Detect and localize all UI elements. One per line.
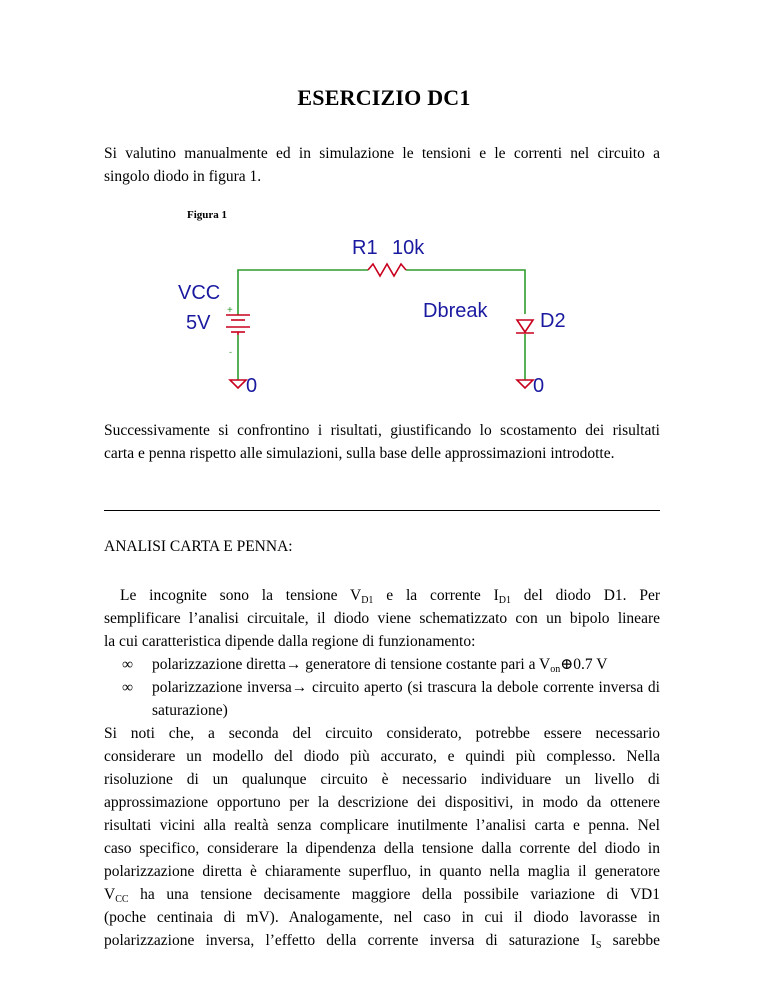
body-line-10 — [104, 929, 660, 952]
von-subscript: on — [550, 664, 561, 675]
body-line-7: polarizzazione diretta è chiaramente superfluo, in quanto nella maglia il generatore — [104, 863, 660, 880]
body-line-3: risoluzione di un qualunque circuito è necessario individuare un livello di — [104, 771, 660, 788]
intro-line-1: Si valutino manualmente ed in simulazione le tensioni e le correnti nel circuito a — [104, 145, 660, 162]
body-line-1: Si noti che, a seconda del circuito considerato, potrebbe essere necessario — [104, 725, 660, 742]
bullet-1-text: polarizzazione diretta→ generatore di tensione costante pari a V — [152, 656, 551, 673]
section-divider — [104, 510, 660, 511]
body-line-4: approssimazione opportuno per la descrizione dei dispositivi, in modo da ottenere — [104, 794, 660, 811]
vcc-subscript: CC — [115, 894, 129, 905]
body-line-5: risultati vicini alla realtà senza complicare inutilmente l’analisi carta e penna. Nel — [104, 817, 660, 834]
compare-line-2: carta e penna rispetto alle simulazioni, sulla base delle approssimazioni introdotte. — [104, 445, 615, 462]
body-line-6: caso specifico, considerare la dipendenza della tensione dalla corrente del diodo in — [104, 840, 660, 857]
vd1-subscript: D1 — [361, 595, 374, 606]
vcc-minus-mark: - — [229, 347, 232, 357]
body-vcc-v: V — [104, 886, 116, 903]
document-title: ESERCIZIO DC1 — [297, 85, 471, 110]
bullet-symbol: ∞ — [122, 656, 134, 673]
body-line-8 — [104, 883, 660, 906]
r1-value-label: 10k — [392, 237, 425, 259]
circuit-diagram — [170, 222, 590, 397]
r1-name-label: R1 — [352, 237, 378, 259]
diode-model-label: Dbreak — [423, 300, 488, 322]
ground-right-symbol — [517, 380, 533, 388]
compare-paragraph — [104, 419, 660, 465]
is-subscript: S — [595, 940, 602, 951]
bullet-1-value: ⊕0.7 V — [560, 656, 608, 673]
body-paragraph — [104, 722, 660, 952]
intro-paragraph — [104, 142, 660, 188]
bullet-symbol: ∞ — [122, 679, 134, 696]
battery-vcc — [226, 315, 250, 335]
analysis-text-a: Le incognite sono la tensione V — [120, 587, 362, 604]
analysis-text-c: e la corrente I — [373, 587, 499, 604]
diode-name-label: D2 — [540, 310, 566, 332]
figure-label: Figura 1 — [187, 209, 228, 221]
body-line-9: (poche centinaia di mV). Analogamente, nel caso in cui il diodo lavorasse in — [104, 909, 660, 926]
body-line-8-text: ha una tensione decisamente maggiore della possibile variazione di VD1 — [128, 886, 660, 903]
circuit-wires — [238, 270, 525, 380]
compare-line-1: Successivamente si confrontino i risultati, giustificando lo scostamento dei risultati — [104, 422, 660, 439]
ground-left-symbol — [230, 380, 246, 388]
analysis-line-2: semplificare l’analisi circuitale, il diodo viene schematizzato con un bipolo lineare — [104, 610, 660, 627]
resistor-r1 — [368, 264, 406, 276]
list-item — [104, 653, 660, 676]
id1-subscript: D1 — [498, 595, 511, 606]
wire-top-left — [238, 270, 368, 315]
vcc-plus-mark: + — [227, 305, 233, 316]
list-item — [104, 676, 660, 722]
vcc-name-label: VCC — [178, 282, 221, 304]
body-line-10-text: polarizzazione inversa, l’effetto della corrente inversa di saturazione I — [104, 932, 596, 949]
analysis-intro — [104, 584, 660, 653]
vcc-value-label: 5V — [186, 312, 211, 334]
ground-left-label: 0 — [246, 375, 258, 397]
section-heading: ANALISI CARTA E PENNA: — [104, 538, 293, 555]
analysis-text-e: del diodo D1. Per — [510, 587, 661, 604]
body-line-10-end: sarebbe — [601, 932, 660, 949]
analysis-line-3: la cui caratteristica dipende dalla regione di funzionamento: — [104, 633, 476, 650]
ground-right-label: 0 — [533, 375, 545, 397]
intro-line-2: singolo diodo in figura 1. — [104, 168, 262, 185]
model-bullet-list — [104, 653, 660, 722]
bullet-2-text: polarizzazione inversa→ circuito aperto (si trascura la debole corrente inversa di saturazione) — [152, 679, 660, 719]
analysis-line-1 — [104, 584, 660, 607]
diode-d2 — [516, 320, 534, 333]
body-line-2: considerare un modello del diodo più accurato, e quindi più complesso. Nella — [104, 748, 660, 765]
